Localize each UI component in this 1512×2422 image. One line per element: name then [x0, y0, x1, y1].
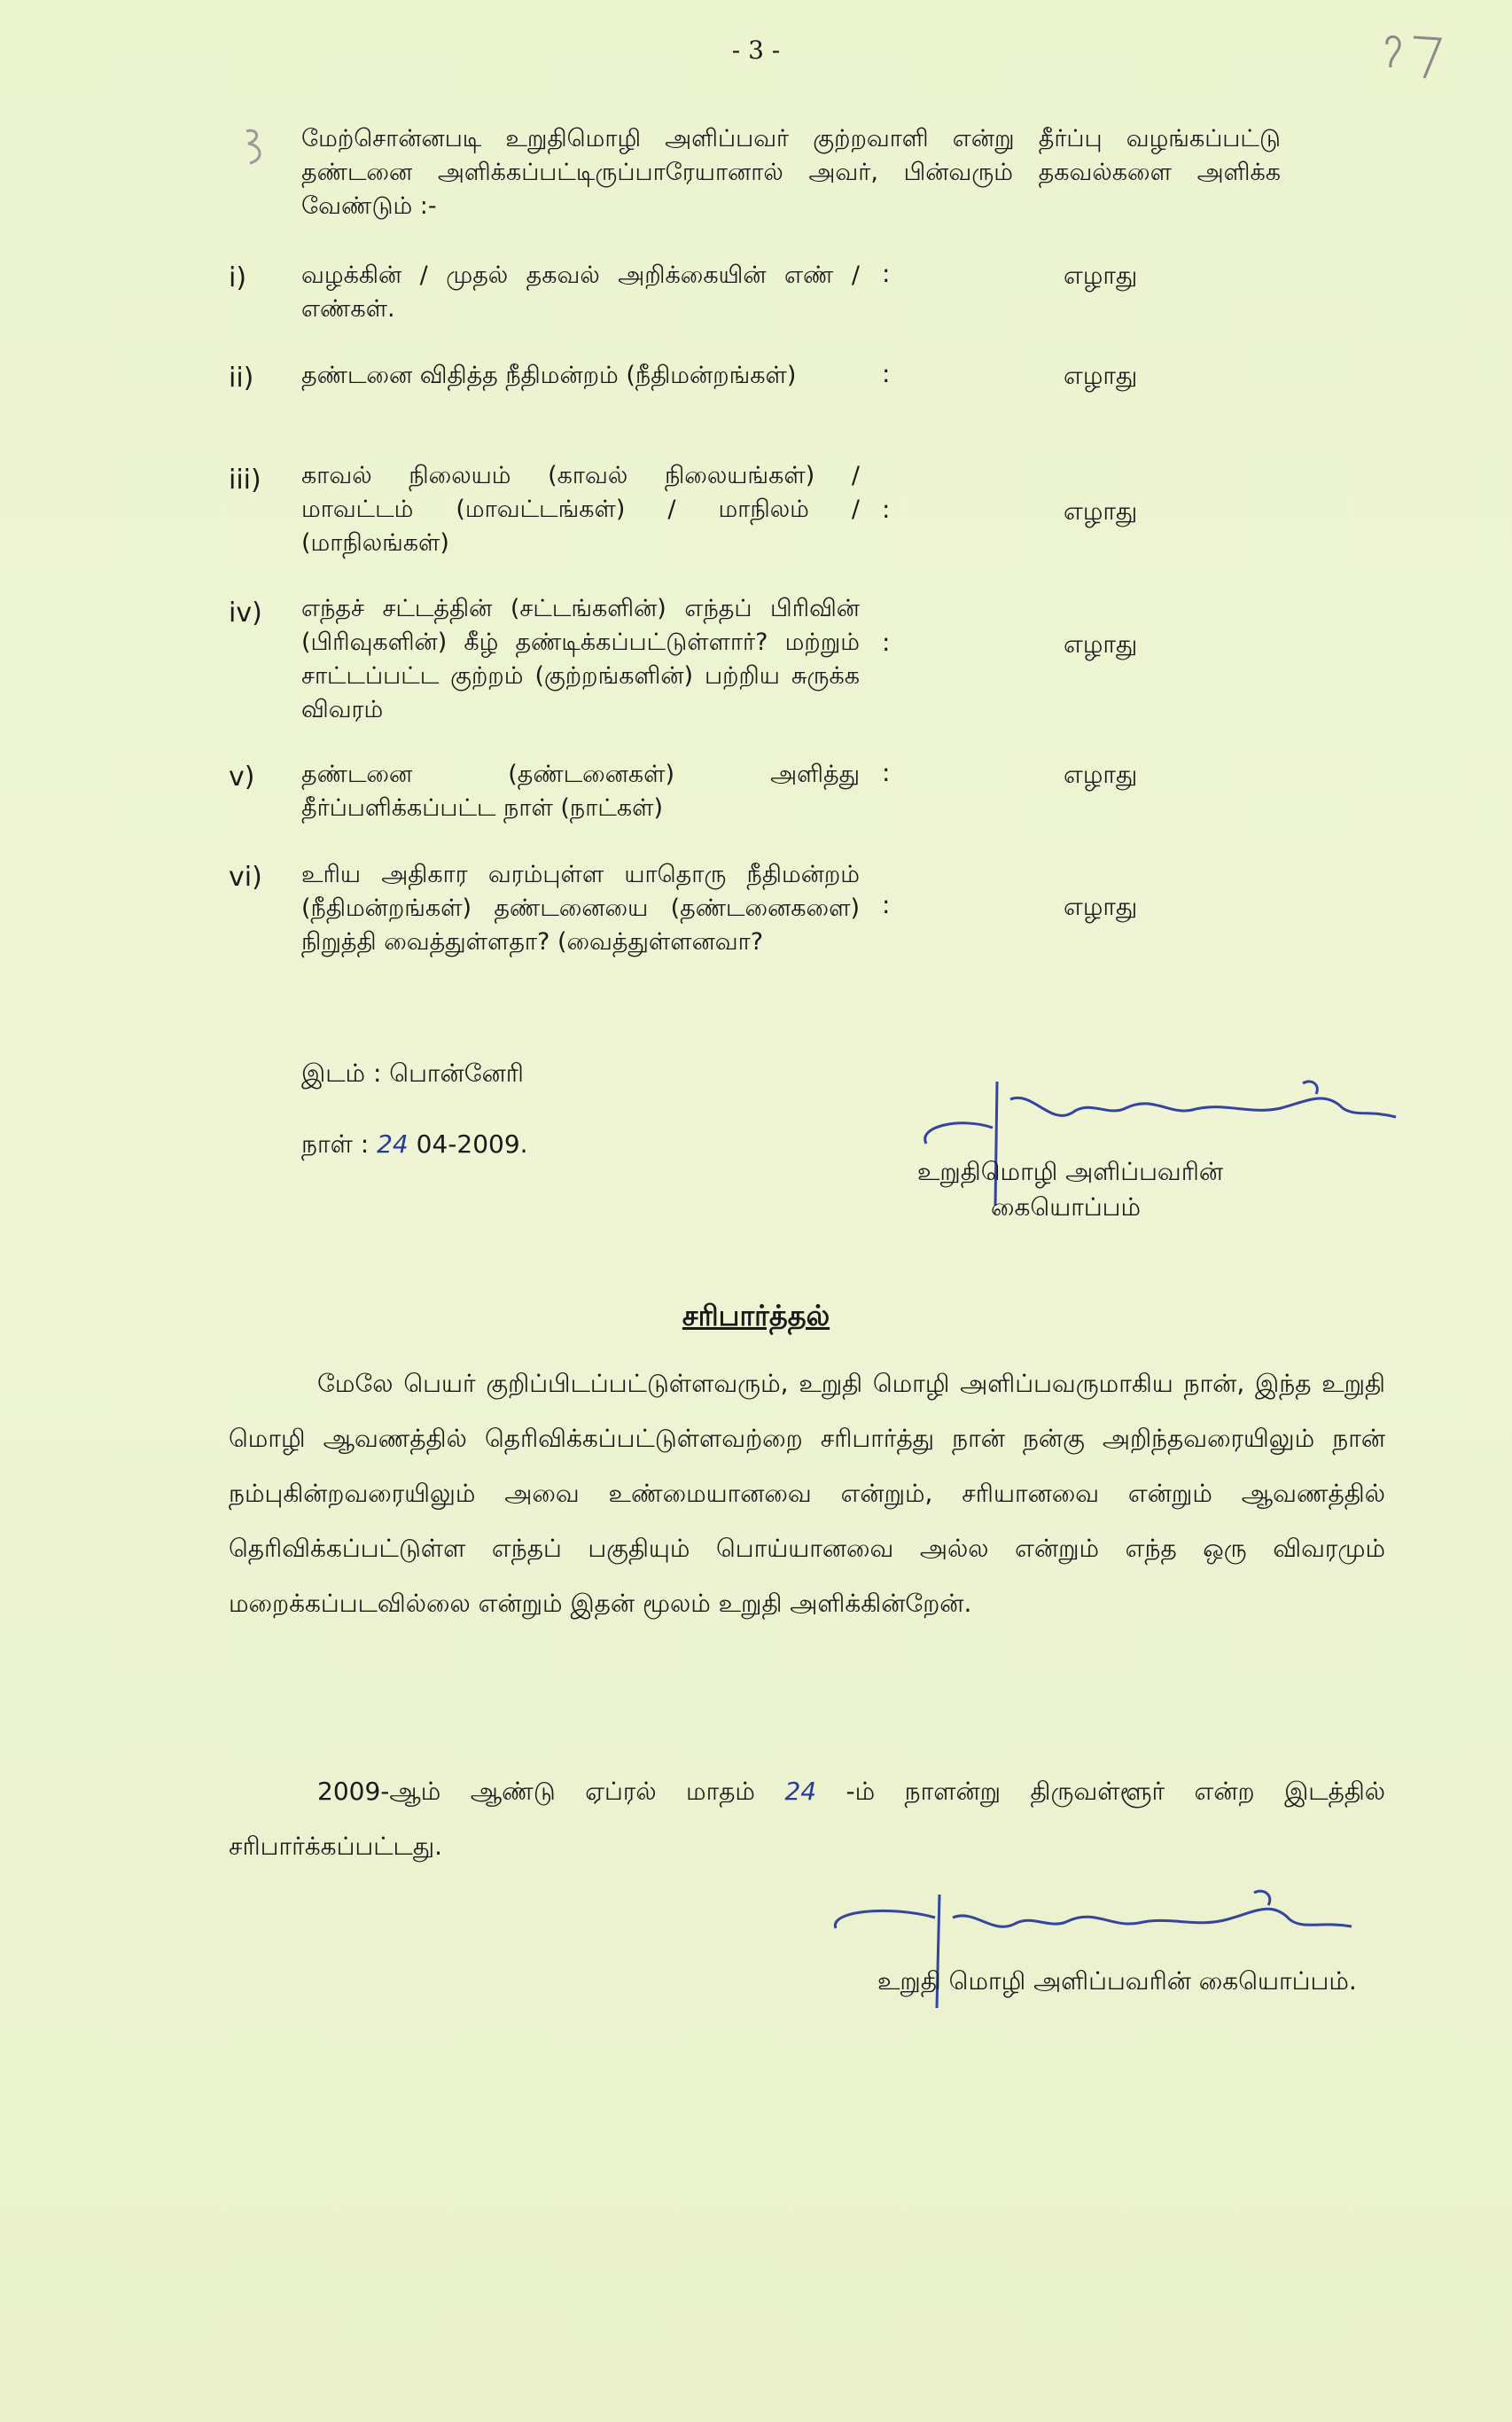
- item-answer: எழாது: [1064, 261, 1138, 290]
- closing-prefix: 2009-ஆம் ஆண்டு ஏப்ரல் மாதம்: [317, 1777, 755, 1806]
- handwritten-date: 24: [377, 1129, 409, 1159]
- date-line: [301, 1129, 528, 1162]
- item-number: iv): [229, 598, 262, 629]
- item-number: ii): [229, 363, 254, 394]
- list-item: [0, 592, 1512, 725]
- item-colon: :: [882, 628, 891, 657]
- item-number: i): [229, 262, 247, 293]
- item-answer: எழாது: [1064, 496, 1138, 526]
- item-answer: எழாது: [1064, 760, 1138, 789]
- item-colon: :: [882, 495, 891, 524]
- item-number: iii): [229, 465, 261, 496]
- handwritten-day: 24: [784, 1777, 817, 1806]
- verification-paragraph: மேலே பெயர் குறிப்பிடப்பட்டுள்ளவரும், உறுதி மொழி அளிப்பவருமாகிய நான், இந்த உறுதி மொழி ஆவணத்தில் தெரிவிக்கப்பட்டுள்ளவற்றை சரிபார்த்து நான் நன்கு அறிந்தவரையிலும் நான் நம்புகின்றவரையிலும் அவை உண்மையானவை என்றும், சரியானவை என்றும் ஆவணத்தில் தெரிவிக்கப்பட்டுள்ள எந்தப் பகுதியும் பொய்யானவை அல்ல என்றும் எந்த ஒரு விவரமும் மறைக்கப்படவில்லை என்றும் இதன் மூலம் உறுதி அளிக்கின்றேன்.: [229, 1369, 1385, 1618]
- place-line: இடம் : பொன்னேரி: [301, 1059, 524, 1088]
- item-answer: எழாது: [1064, 892, 1138, 921]
- item-colon: :: [882, 890, 891, 919]
- list-item: [0, 858, 1512, 991]
- signature-label-line-1: உறுதிமொழி அளிப்பவரின்: [917, 1157, 1224, 1186]
- list-item: [0, 459, 1512, 592]
- signature-label-2: உறுதி மொழி அளிப்பவரின் கையொப்பம்.: [877, 1966, 1357, 1996]
- folio-mark: [1378, 27, 1467, 89]
- verification-title: சரிபார்த்தல்: [682, 1299, 830, 1332]
- intro-paragraph: மேற்சொன்னபடி உறுதிமொழி அளிப்பவர் குற்றவாளி என்று தீர்ப்பு வழங்கப்பட்டு தண்டனை அளிக்கப்பட்டிருப்பாரேயானால் அவர், பின்வரும் தகவல்களை அளிக்க வேண்டும் :-: [301, 125, 1281, 220]
- closing-suffix: -ம் நாளன்று திருவள்ளூர் என்ற இடத்தில் சரிபார்க்கப்பட்டது.: [229, 1777, 1386, 1861]
- item-label: உரிய அதிகார வரம்புள்ள யாதொரு நீதிமன்றம் (நீதிமன்றங்கள்) தண்டனையை (தண்டனைகளை) நிறுத்தி வைத்துள்ளதா? (வைத்துள்ளனவா?: [301, 861, 860, 956]
- signature-label-line-2: கையொப்பம்: [991, 1192, 1142, 1222]
- item-label: வழக்கின் / முதல் தகவல் அறிக்கையின் எண் / எண்கள்.: [301, 262, 860, 323]
- item-number: v): [229, 762, 255, 793]
- item-answer: எழாது: [1064, 629, 1138, 659]
- item-number: vi): [229, 862, 262, 893]
- date-suffix: 04-2009.: [416, 1129, 528, 1159]
- signature-label: [917, 1154, 1223, 1225]
- item-colon: :: [882, 758, 891, 787]
- folio-handwriting: [1378, 27, 1467, 89]
- item-colon: :: [882, 359, 891, 388]
- item-answer: எழாது: [1064, 361, 1138, 390]
- page-number: - 3 -: [731, 35, 781, 65]
- item-label: தண்டனை விதித்த நீதிமன்றம் (நீதிமன்றங்கள்): [301, 362, 797, 389]
- item-label: காவல் நிலையம் (காவல் நிலையங்கள்) / மாவட்டம் (மாவட்டங்கள்) / மாநிலம் / (மாநிலங்கள்): [301, 462, 860, 557]
- date-prefix: நாள் :: [301, 1129, 370, 1159]
- item-label: எந்தச் சட்டத்தின் (சட்டங்களின்) எந்தப் பிரிவின் (பிரிவுகளின்) கீழ் தண்டிக்கப்பட்டுள்ளார்? மற்றும் சாட்டப்பட்ட குற்றம் (குற்றங்களின்) பற்றிய சுருக்க விவரம்: [301, 595, 860, 723]
- item-label: தண்டனை (தண்டனைகள்) அளித்து தீர்ப்பளிக்கப்பட்ட நாள் (நாட்கள்): [301, 761, 860, 822]
- margin-mark-icon: [239, 124, 275, 168]
- closing-paragraph: [229, 1764, 1385, 1874]
- item-colon: :: [882, 259, 891, 288]
